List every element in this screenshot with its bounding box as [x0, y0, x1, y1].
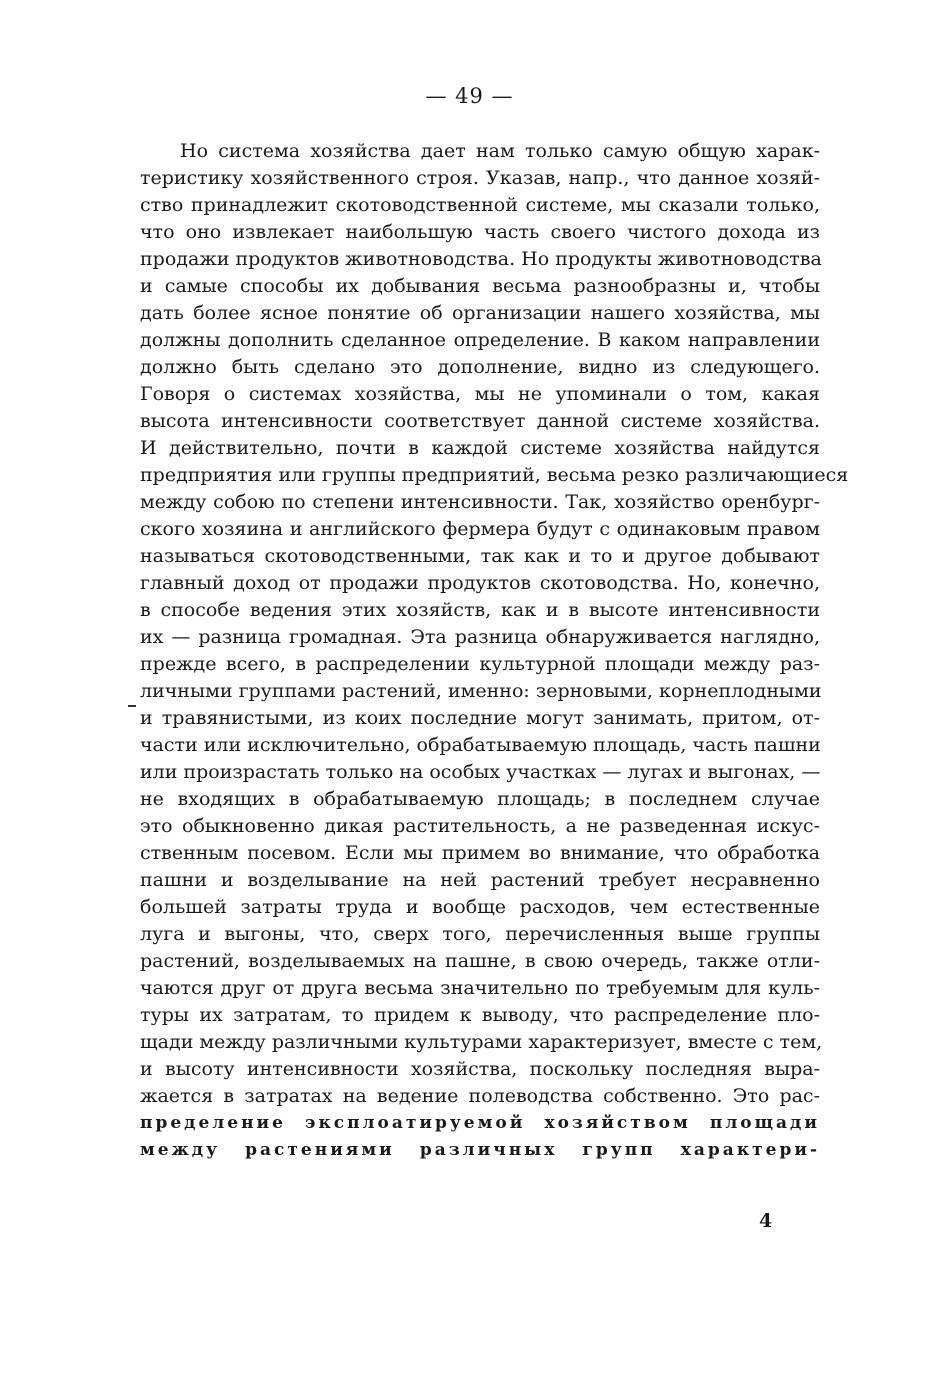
text-line: дать более ясное понятие об организации нашего хозяйства, мы	[140, 302, 820, 324]
text-line: большей затраты труда и вообще расходов, чем естественные	[140, 896, 820, 918]
text-line: жается в затратах на ведение полеводства собственно. Это рас-	[140, 1085, 820, 1107]
text-line: Говоря о системах хозяйства, мы не упоминали о том, какая	[140, 383, 820, 405]
text-line: и высоту интенсивности хозяйства, поскольку последняя выра-	[140, 1058, 820, 1080]
body-text	[140, 138, 849, 1164]
text-line: ство принадлежит скотоводственной системе, мы сказали только,	[140, 194, 820, 216]
text-line: должно быть сделано это дополнение, видно из следующего.	[140, 356, 820, 378]
text-line: продажи продуктов животноводства. Но продукты животноводства	[140, 248, 822, 270]
text-line: это обыкновенно дикая растительность, а не разведенная искус-	[140, 815, 820, 837]
page-number: — 49 —	[425, 84, 514, 108]
text-line: личными группами растений, именно: зерновыми, корнеплодными	[140, 680, 822, 702]
text-line: в способе ведения этих хозяйств, как и в высоте интенсивности	[140, 599, 820, 621]
text-line: растений, возделываемых на пашне, в свою очередь, также отли-	[140, 950, 820, 972]
text-line: щади между различными культурами характеризует, вместе с тем,	[140, 1031, 823, 1053]
text-line: прежде всего, в распределении культурной площади между раз-	[140, 653, 820, 675]
text-line: ского хозяина и английского фермера будут с одинаковым правом	[140, 518, 820, 540]
signature-mark: 4	[759, 1210, 773, 1232]
text-line: и самые способы их добывания весьма разнообразны и, чтобы	[140, 275, 820, 297]
text-line: их — разница громадная. Эта разница обнаруживается наглядно,	[140, 626, 820, 648]
text-line: части или исключительно, обрабатываемую площадь, часть пашни	[140, 734, 821, 756]
text-line: высота интенсивности соответствует данной системе хозяйства.	[140, 410, 820, 432]
text-line-spaced: между растениями различных групп характери-	[140, 1140, 820, 1160]
text-line-spaced: пределение эксплоатируемой хозяйством площади	[140, 1113, 820, 1133]
text-line: ственным посевом. Если мы примем во внимание, что обработка	[140, 842, 820, 864]
text-line: Но система хозяйства дает нам только самую общую харак-	[180, 140, 820, 162]
text-line: должны дополнить сделанное определение. В каком направлении	[140, 329, 820, 351]
text-line: пашни и возделывание на ней растений требует несравненно	[140, 869, 820, 891]
text-line: между собою по степени интенсивности. Так, хозяйство оренбург-	[140, 491, 820, 513]
text-line: луга и выгоны, что, сверх того, перечисленныя выше группы	[140, 923, 820, 945]
text-line: не входящих в обрабатываемую площадь; в последнем случае	[140, 788, 820, 810]
text-line: или произрастать только на особых участках — лугах и выгонах, —	[140, 761, 821, 783]
text-line: главный доход от продажи продуктов скотоводства. Но, конечно,	[140, 572, 820, 594]
text-line: называться скотоводственными, так как и то и другое добывают	[140, 545, 820, 567]
text-line: теристику хозяйственного строя. Указав, напр., что данное хозяй-	[140, 167, 820, 189]
margin-mark	[128, 705, 136, 707]
text-line: и травянистыми, из коих последние могут занимать, притом, от-	[140, 707, 820, 729]
text-line: туры их затратам, то придем к выводу, что распределение пло-	[140, 1004, 820, 1026]
text-line: И действительно, почти в каждой системе хозяйства найдутся	[140, 437, 820, 459]
text-line: что оно извлекает наибольшую часть своего чистого дохода из	[140, 221, 820, 243]
text-line: предприятия или группы предприятий, весьма резко различающиеся	[140, 464, 849, 486]
text-line: чаются друг от друга весьма значительно по требуемым для куль-	[140, 977, 820, 999]
